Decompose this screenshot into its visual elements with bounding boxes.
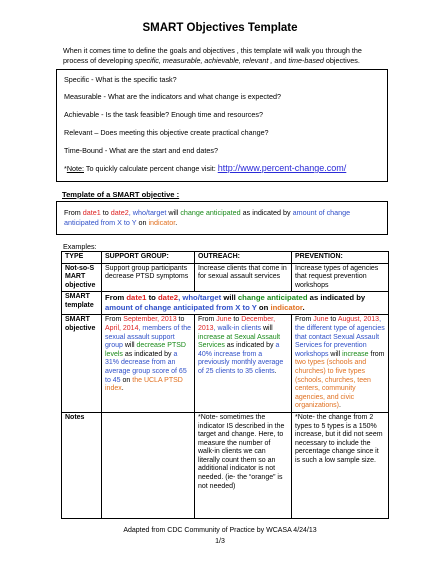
tpl-who: , who/target: [178, 293, 222, 303]
cell-text: to: [231, 316, 242, 324]
tpl-text: will: [166, 208, 181, 217]
intro-line-2: [63, 56, 398, 66]
tpl-text: .: [302, 303, 305, 313]
tpl-who: , who/target: [128, 208, 167, 217]
timebound-line: Time-Bound - What are the start and end dates?: [64, 146, 218, 155]
cell-amount: two types (schools and churches) to five types (schools, churches, teen centers, community agencies, and civic organizations): [295, 359, 371, 410]
intro-text: process of developing: [63, 56, 135, 65]
intro-italic: specific, measurable, achievable, relevant ,: [134, 56, 273, 65]
header-prevention: PREVENTION:: [292, 252, 389, 264]
cell-text: From: [105, 316, 124, 324]
tpl-indicator: indicator: [148, 218, 176, 227]
note-line: *Note: To quickly calculate percent change visit: http://www.percent-change.com/: [64, 163, 347, 173]
row-cell: *Note- sometimes the indicator IS described in the target and change. Here, to measure the number of walk-in clients we can literally count them so an additional indicator is not needed. (ie- the “orange” is not needed): [195, 412, 292, 518]
intro-italic: time-based: [288, 56, 324, 65]
cell-date: September, 2013: [123, 316, 177, 324]
row-cell: Increase clients that come in for sexual assault services: [195, 263, 292, 292]
row-cell: *Note- the change from 2 types to 5 types is a 150% increase, but it did not seem necessary to include the percentage change since it is such a low sample size.: [292, 412, 389, 518]
tpl-change: change anticipated: [237, 293, 308, 303]
cell-change: decrease PTSD levels: [105, 342, 186, 358]
tpl-date1: date1: [126, 293, 147, 303]
cell-change: increase: [342, 350, 369, 358]
intro-line-1: When it comes time to define the goals and objectives , this template will walk you through the: [63, 46, 362, 55]
tpl-text: .: [175, 218, 178, 227]
page-number: 1/3: [215, 538, 225, 545]
table-row: [62, 263, 389, 292]
template-box: [56, 201, 388, 235]
tpl-text: as indicated by: [307, 293, 366, 303]
cell-amount: a 40% increase from a previously monthly average of 25 clients to 35 clients: [198, 342, 284, 375]
row-cell: [195, 315, 292, 413]
examples-table: [61, 251, 389, 519]
row-cell: [102, 412, 195, 518]
intro-text: objectives.: [323, 56, 360, 65]
tpl-date1: date1: [82, 208, 101, 217]
header-outreach: OUTREACH:: [195, 252, 292, 264]
cell-text: will: [261, 324, 273, 332]
relevant-line: Relevant – Does meeting this objective create practical change?: [64, 128, 269, 137]
tpl-date2: date2: [157, 293, 179, 303]
tpl-text: on: [256, 303, 271, 313]
table-row: [62, 315, 389, 413]
tpl-date2: date2: [110, 208, 129, 217]
row-cell: Increase types of agencies that request prevention workshops: [292, 263, 389, 292]
percent-change-link[interactable]: http://www.percent-change.com/: [217, 163, 347, 173]
cell-indicator: the UCLA PTSD index: [105, 376, 183, 393]
cell-change: increase at Sexual Assault Services: [198, 333, 281, 350]
row-type: Notes: [62, 412, 102, 518]
cell-text: from: [368, 350, 385, 358]
cell-text: will: [122, 342, 137, 350]
tpl-amount: amount of change anticipated from X to Y: [105, 303, 257, 313]
examples-label: Examples:: [63, 242, 97, 251]
cell-text: will: [328, 350, 343, 358]
template-row-cell: [102, 292, 389, 315]
cell-text: to: [176, 316, 185, 324]
achievable-line: Achievable - Is the task feasible? Enough time and resources?: [64, 110, 263, 119]
cell-target: , the different type of agencies that contact Sexual Assault Services for prevention workshops: [295, 316, 385, 358]
table-header-row: [62, 252, 389, 264]
tpl-text: From: [105, 293, 127, 303]
cell-text: .: [338, 402, 341, 410]
cell-target: , walk-in clients: [213, 324, 262, 332]
row-cell: Support group participants decrease PTSD symptoms: [102, 263, 195, 292]
cell-text: as indicated by: [122, 350, 174, 358]
tpl-change: change anticipated: [180, 208, 241, 217]
cell-date: June: [313, 316, 329, 324]
cell-text: .: [121, 385, 124, 393]
cell-text: From: [198, 316, 217, 324]
note-label: Note:: [66, 164, 84, 173]
smart-definitions-box: [56, 69, 388, 182]
tpl-text: as indicated by: [240, 208, 293, 217]
specific-line: Specific - What is the specific task?: [64, 75, 177, 84]
intro-paragraph: [63, 46, 398, 66]
table-row: [62, 292, 389, 315]
cell-text: .: [274, 367, 277, 375]
row-cell: [102, 315, 195, 413]
row-type: SMART objective: [62, 315, 102, 413]
tpl-text: to: [146, 293, 158, 303]
template-section-title: Template of a SMART objective :: [62, 190, 180, 199]
row-cell: [292, 315, 389, 413]
cell-amount: a 31% decrease from an average group score of 65 to 45: [105, 350, 187, 384]
header-type: TYPE: [62, 252, 102, 264]
note-text: To quickly calculate percent change visit:: [84, 164, 218, 173]
measurable-line: Measurable - What are the indicators and what change is expected?: [64, 92, 281, 101]
cell-date: June: [216, 316, 232, 324]
footer-credit: Adapted from CDC Community of Practice by WCASA 4/24/13: [123, 527, 317, 534]
tpl-text: will: [221, 293, 238, 303]
tpl-indicator: indicator: [270, 303, 303, 313]
tpl-text: on: [136, 218, 149, 227]
tpl-text: to: [100, 208, 111, 217]
cell-date: December, 2013: [198, 316, 276, 332]
tpl-amount: amount of change anticipated from X to Y: [64, 208, 351, 227]
intro-text: and: [272, 56, 289, 65]
tpl-text: From: [64, 208, 83, 217]
cell-text: to: [328, 316, 338, 324]
row-type: Not-so-S MART objective: [62, 263, 102, 292]
cell-text: on: [120, 376, 133, 384]
cell-target: , members of the sexual assault support group: [105, 324, 191, 350]
page-title: SMART Objectives Template: [142, 22, 298, 34]
cell-text: From: [295, 316, 314, 324]
row-type: SMART template: [62, 292, 102, 315]
cell-text: as indicated by: [224, 342, 276, 350]
table-row: [62, 412, 389, 518]
cell-date: August, 2013: [337, 316, 380, 324]
header-support: SUPPORT GROUP:: [102, 252, 195, 264]
cell-date: April, 2014: [105, 324, 139, 332]
